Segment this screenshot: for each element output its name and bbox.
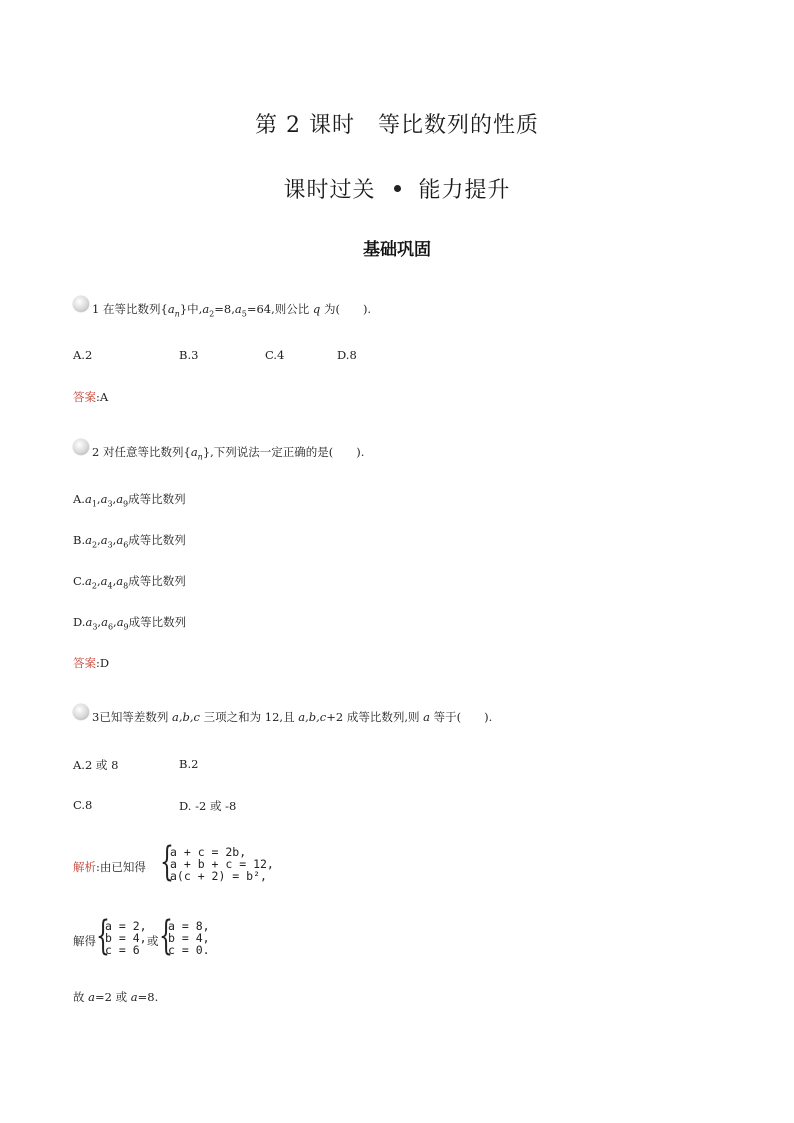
- q1-a5: a: [234, 302, 242, 316]
- option-prefix: B.: [73, 533, 86, 547]
- conclusion-text: =2 或: [95, 990, 131, 1004]
- answer-label: 答案: [73, 390, 96, 404]
- q1-var: a: [167, 302, 175, 316]
- term: a: [100, 533, 108, 547]
- analysis-label: 解析: [73, 860, 96, 874]
- option-prefix: C.: [73, 574, 86, 588]
- q1-option-c: C.4: [265, 348, 285, 362]
- answer-label: 答案: [73, 656, 96, 670]
- q2-text-b: },下列说法一定正确的是( ).: [202, 445, 365, 459]
- term: a: [85, 533, 92, 547]
- q3-option-b: B.2: [179, 757, 199, 771]
- q1-option-b: B.3: [179, 348, 199, 362]
- left-brace-icon: {: [159, 913, 173, 959]
- q1-option-d: D.8: [337, 348, 357, 362]
- equation-line: c = 6: [105, 943, 140, 957]
- q1-q: q: [312, 302, 321, 316]
- q1-option-a: A.2: [73, 348, 93, 362]
- equation-line: c = 0.: [168, 943, 210, 957]
- page-subtitle: [0, 173, 794, 204]
- subtitle-part-1: 课时过关: [283, 178, 376, 203]
- subtitle-part-2: 能力提升: [418, 178, 511, 203]
- option-prefix: A.: [73, 492, 85, 506]
- q1-a2: a: [202, 302, 210, 316]
- question-number: 2: [92, 445, 100, 459]
- question-1-stem: [92, 301, 371, 318]
- term-sub: 2: [91, 540, 98, 550]
- equation-line: b = 4,: [105, 931, 147, 945]
- option-suffix: 成等比数列: [128, 574, 186, 588]
- left-brace-icon: {: [160, 839, 174, 885]
- q2-option-b: $B.a_2,a_3,a_6$成等比数列: [73, 533, 186, 550]
- bullet-dot-icon: [394, 185, 401, 192]
- answer-value: :A: [96, 390, 109, 404]
- q1-text-a: 在等比数列{: [102, 302, 168, 316]
- term: a: [116, 615, 124, 629]
- term-sub: 9: [123, 622, 129, 632]
- term-sub: 1: [91, 499, 97, 509]
- equation-line: a + b + c = 12,: [170, 857, 274, 871]
- q3-text-b: 三项之和为 12,且: [199, 710, 299, 724]
- equation-line: a = 2,: [105, 919, 147, 933]
- q1-a5-val: =64,则公比: [246, 302, 313, 316]
- q1-sub: n: [174, 309, 180, 319]
- term: a: [84, 492, 92, 506]
- term: a: [101, 615, 108, 629]
- q2-sub: n: [197, 452, 203, 462]
- question-number: 1: [92, 302, 100, 316]
- term: a: [85, 615, 93, 629]
- q3-option-a: A.2 或 8: [73, 758, 119, 772]
- term-sub: 8: [123, 581, 129, 591]
- q1-text-b: }中,: [179, 302, 203, 316]
- q3-analysis: [73, 859, 146, 875]
- q1-answer: [73, 389, 108, 405]
- left-brace-icon: {: [96, 913, 110, 959]
- answer-value: :D: [96, 656, 110, 670]
- conclusion-text: =8.: [137, 990, 159, 1004]
- term: a: [116, 574, 124, 588]
- q3-vars2: a,b,c: [298, 710, 327, 724]
- question-3-stem: [92, 709, 492, 725]
- q2-answer: [73, 655, 109, 671]
- question-marker-icon: [73, 439, 89, 455]
- q1-a2-sub: 2: [209, 309, 215, 319]
- q3-var-a: a: [423, 710, 430, 724]
- question-2-stem: [92, 444, 364, 461]
- equation-line: a + c = 2b,: [170, 845, 247, 859]
- q1-a2-val: =8,: [214, 302, 235, 316]
- term-sub: 2: [91, 581, 97, 591]
- term-sub: 3: [107, 540, 113, 550]
- option-suffix: 成等比数列: [128, 533, 186, 547]
- term-sub: 4: [107, 581, 113, 591]
- conclusion-var: a: [130, 990, 138, 1004]
- term-sub: 6: [123, 540, 129, 550]
- option-prefix: D.: [73, 615, 86, 629]
- term-sub: 3: [92, 622, 98, 632]
- page-title: 第 2 课时 等比数列的性质: [255, 113, 539, 138]
- question-marker-icon: [73, 704, 89, 720]
- q3-text-c: +2 成等比数列,则: [326, 710, 424, 724]
- option-suffix: 成等比数列: [128, 492, 186, 506]
- q3-vars: a,b,c: [171, 710, 200, 724]
- equation-line: a = 8,: [168, 919, 210, 933]
- q1-a5-sub: 5: [241, 309, 247, 319]
- q3-solve-label: 解得: [73, 934, 96, 948]
- term: a: [100, 492, 108, 506]
- equation-line: b = 4,: [168, 931, 210, 945]
- section-heading: 基础巩固: [363, 240, 431, 260]
- analysis-text: :由已知得: [96, 860, 146, 874]
- equation-system-3: [168, 920, 210, 956]
- term: a: [100, 574, 108, 588]
- q3-text-d: 等于( ).: [430, 710, 493, 724]
- q3-conclusion: [73, 989, 158, 1005]
- equation-system-2: [105, 920, 147, 956]
- equation-system-1: [170, 846, 274, 882]
- q3-text-a: 已知等差数列: [99, 710, 172, 724]
- term-sub: 9: [123, 499, 129, 509]
- term-sub: 3: [107, 499, 113, 509]
- q2-text-a: 对任意等比数列{: [102, 445, 191, 459]
- q2-var: a: [190, 445, 198, 459]
- q2-option-c: $C.a_2,a_4,a_8$成等比数列: [73, 574, 186, 591]
- conclusion-var: a: [88, 990, 96, 1004]
- q3-option-d: D. -2 或 -8: [179, 799, 237, 813]
- or-text: 或: [147, 934, 159, 948]
- q3-option-c: C.8: [73, 798, 93, 812]
- conclusion-text: 故: [73, 990, 89, 1004]
- q2-option-d: $D.a_3,a_6,a_9$成等比数列: [73, 615, 187, 632]
- term: a: [116, 533, 124, 547]
- term-sub: 6: [107, 622, 114, 632]
- question-marker-icon: [73, 296, 89, 312]
- option-suffix: 成等比数列: [128, 615, 187, 629]
- q2-option-a: $A.a_1,a_3,a_9$成等比数列: [73, 492, 186, 509]
- q1-text-c: 为( ).: [320, 302, 372, 316]
- equation-line: a(c + 2) = b²,: [170, 869, 267, 883]
- question-number: 3: [92, 710, 100, 724]
- term: a: [85, 574, 92, 588]
- term: a: [116, 492, 124, 506]
